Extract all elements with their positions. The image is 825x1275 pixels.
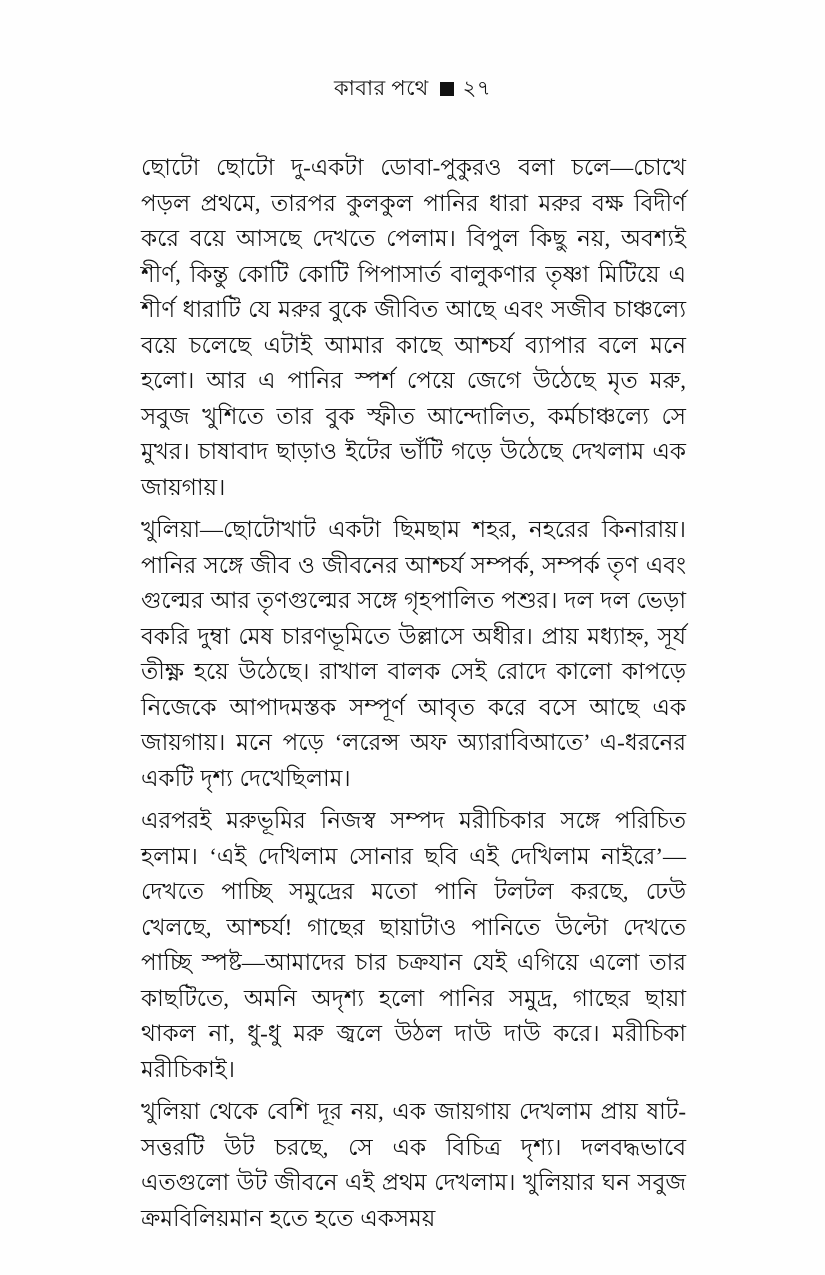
- running-header: [0, 72, 825, 107]
- paragraph-4: খুলিয়া থেকে বেশি দূর নয়, এক জায়গায় দেখলাম প্রায় ষাট-সত্তরটি উট চরছে, সে এক বিচিত্র দৃশ্য। দলবদ্ধভাবে এতগুলো উট জীবনে এই প্রথম দেখলাম। খুলিয়ার ঘন সবুজ ক্রমবিলিয়মান হতে হতে একসময়: [141, 1099, 686, 1231]
- page-body: [141, 150, 686, 1236]
- paragraph-2: খুলিয়া—ছোটোখাট একটা ছিমছাম শহর, নহরের কিনারায়। পানির সঙ্গে জীব ও জীবনের আশ্চর্য সম্পর্ক, সম্পর্ক তৃণ এবং গুল্মের আর তৃণগুল্মের সঙ্গে গৃহপালিত পশুর। দল দল ভেড়া বকরি দুম্বা মেষ চারণভূমিতে উল্লাসে অধীর। প্রায় মধ্যাহ্ন, সূর্য তীক্ষ্ণ হয়ে উঠেছে। রাখাল বালক সেই রোদে কালো কাপড়ে নিজেকে আপাদমস্তক সম্পূর্ণ আবৃত করে বসে আছে এক জায়গায়। মনে পড়ে ‘লরেন্স অফ অ্যারাবিআতে’ এ-ধরনের একটি দৃশ্য দেখেছিলাম।: [141, 517, 686, 791]
- square-separator-icon: [440, 82, 454, 96]
- paragraph-3: এরপরই মরুভূমির নিজস্ব সম্পদ মরীচিকার সঙ্গে পরিচিত হলাম। ‘এই দেখিলাম সোনার ছবি এই দেখিলাম নাইরে’—দেখতে পাচ্ছি সমুদ্রের মতো পানি টলটল করছে, ঢেউ খেলছে, আশ্চর্য! গাছের ছায়াটাও পানিতে উল্টো দেখতে পাচ্ছি স্পষ্ট—আমাদের চার চক্রযান যেই এগিয়ে এলো তার কাছটিতে, অমনি অদৃশ্য হলো পানির সমুদ্র, গাছের ছায়া থাকল না, ধু-ধু মরু জ্বলে উঠল দাউ দাউ করে। মরীচিকা মরীচিকাই।: [141, 808, 686, 1082]
- book-title: কাবার পথে: [334, 76, 429, 100]
- paragraph-1: ছোটো ছোটো দু-একটা ডোবা-পুকুরও বলা চলে—চোখে পড়ল প্রথমে, তারপর কুলকুল পানির ধারা মরুর বক্ষ বিদীর্ণ করে বয়ে আসছে দেখতে পেলাম। বিপুল কিছু নয়, অবশ্যই শীর্ণ, কিন্তু কোটি কোটি পিপাসার্ত বালুকণার তৃষ্ণা মিটিয়ে এ শীর্ণ ধারাটি যে মরুর বুকে জীবিত আছে এবং সজীব চাঞ্চল্যে বয়ে চলেছে এটাই আমার কাছে আশ্চর্য ব্যাপার বলে মনে হলো। আর এ পানির স্পর্শ পেয়ে জেগে উঠেছে মৃত মরু, সবুজ খুশিতে তার বুক স্ফীত আন্দোলিত, কর্মচাঞ্চল্যে সে মুখর। চাষাবাদ ছাড়াও ইটের ভাঁটি গড়ে উঠেছে দেখলাম এক জায়গায়।: [141, 155, 686, 500]
- page-number: ২৭: [462, 76, 491, 100]
